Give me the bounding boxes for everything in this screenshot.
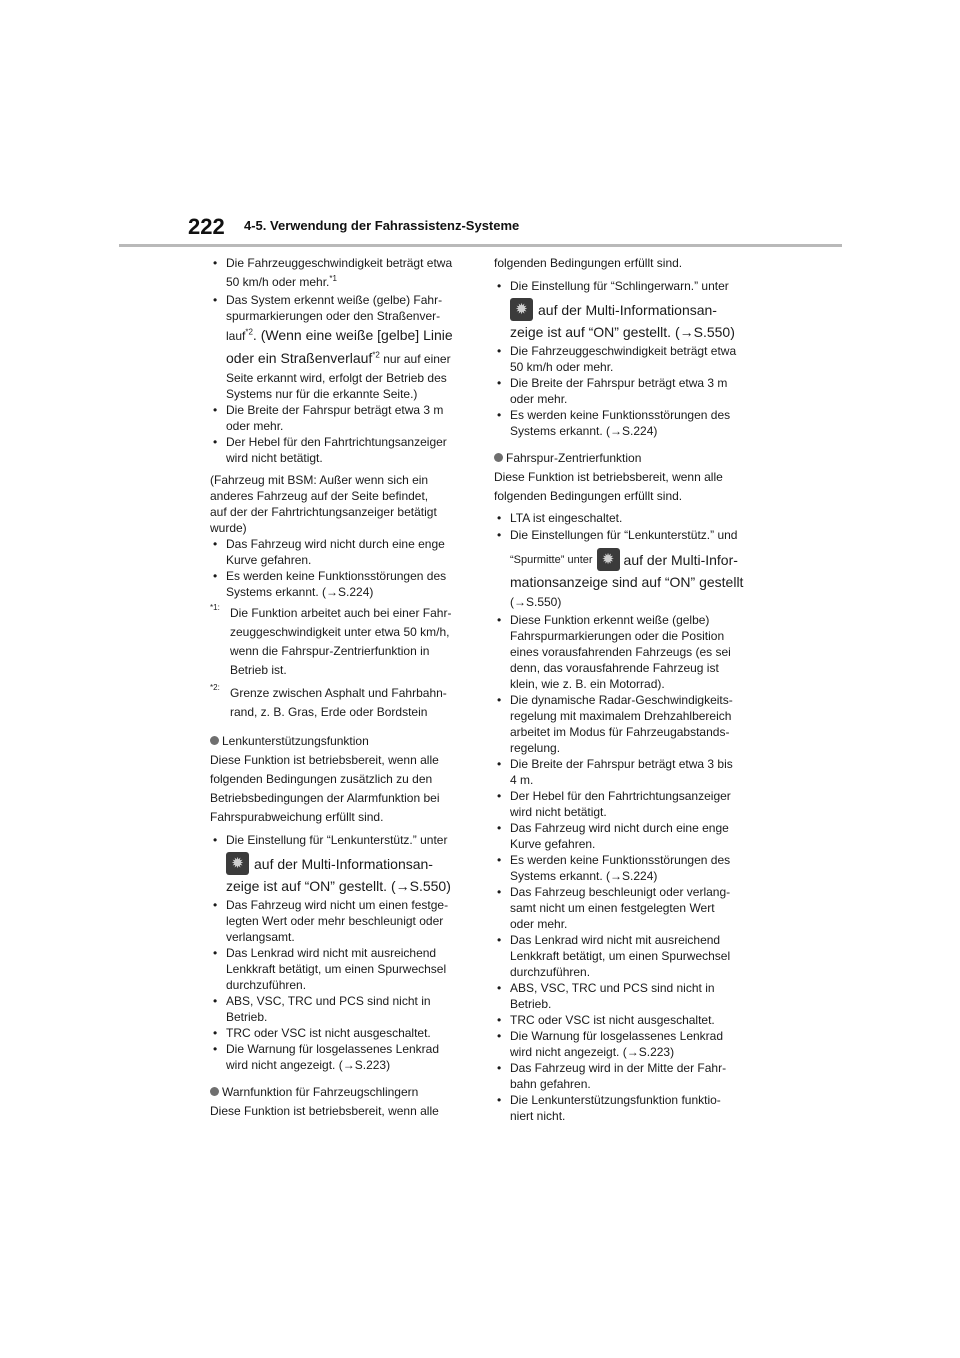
- text-line: • Die dynamische Radar-Geschwindigkeits-: [510, 693, 733, 707]
- text-line: regelung.: [510, 741, 561, 755]
- text-line: spurmarkierungen oder den Straßenver-: [226, 309, 441, 323]
- text-line: oder mehr.: [510, 917, 568, 931]
- section-title: Fahrspur-Zentrierfunktion: [506, 451, 642, 465]
- text-line: Systems nur für die erkannte Seite.): [226, 387, 418, 401]
- text-line: Kurve gefahren.: [510, 837, 596, 851]
- text-line: • Das Fahrzeug wird in der Mitte der Fahr-: [510, 1061, 727, 1075]
- list-item: [494, 343, 756, 375]
- text-line: rand, z. B. Gras, Erde oder Bordstein: [230, 705, 428, 719]
- text-line: • Das Lenkrad wird nicht mit ausreichend: [510, 933, 721, 947]
- circle-bullet-icon: [210, 1087, 219, 1096]
- text-line: • Es werden keine Funktionsstörungen des: [510, 408, 731, 422]
- text-line: niert nicht.: [510, 1109, 566, 1123]
- text-line: oder mehr.: [510, 392, 568, 406]
- text-line: • Die Breite der Fahrspur beträgt etwa 3 m: [510, 376, 728, 390]
- text-line: • Die Einstellung für “Lenkunterstütz.” unter: [226, 833, 448, 847]
- text-line: auf der Multi-Informationsan-: [254, 855, 433, 872]
- list-item: [210, 292, 478, 402]
- list-item: [210, 254, 478, 292]
- text-line: • Es werden keine Funktionsstörungen des: [226, 569, 447, 583]
- text-line: denn, das vorausfahrende Fahrzeug ist: [510, 661, 719, 675]
- text-line: Systems erkannt. (→S.224): [226, 585, 374, 599]
- footnote-ref: *2: [245, 327, 253, 337]
- page-header: [0, 0, 960, 250]
- text-line: durchzuführen.: [510, 965, 591, 979]
- paragraph: [210, 472, 478, 536]
- circle-bullet-icon: [210, 736, 219, 745]
- text-line: Diese Funktion ist betriebsbereit, wenn alle: [210, 753, 439, 767]
- text-line: auf der Multi-Infor-: [623, 551, 738, 568]
- text-line: zeige ist auf “ON” gestellt. (→S.550): [226, 878, 451, 894]
- text-line: Seite erkannt wird, erfolgt der Betrieb des: [226, 371, 447, 385]
- text-line: Betrieb.: [226, 1010, 268, 1024]
- text-line: • Die Lenkunterstützungsfunktion funktio-: [510, 1093, 721, 1107]
- list-item: [494, 1028, 756, 1060]
- header-divider: [119, 244, 842, 247]
- text-line: Diese Funktion ist betriebsbereit, wenn alle: [210, 1104, 439, 1118]
- list-item: [494, 788, 756, 820]
- text-line: • Das Fahrzeug wird nicht durch eine enge: [226, 537, 445, 551]
- text-line: • ABS, VSC, TRC und PCS sind nicht in: [226, 994, 431, 1008]
- text-line: • Das Fahrzeug beschleunigt oder verlang-: [510, 885, 731, 899]
- text-line: Kurve gefahren.: [226, 553, 312, 567]
- text-line: regelung mit maximalem Drehzahlbereich: [510, 709, 732, 723]
- list-item: [210, 536, 478, 568]
- text-line: lauf: [226, 329, 246, 343]
- text-line: Grenze zwischen Asphalt und Fahrbahn-: [230, 686, 447, 700]
- text-line: • Die Breite der Fahrspur beträgt etwa 3 bis: [510, 757, 733, 771]
- text-line: • Die Fahrzeuggeschwindigkeit beträgt etwa: [226, 256, 453, 270]
- footnote-mark: *2:: [210, 683, 220, 692]
- list-item: [494, 1060, 756, 1092]
- text-line: • TRC oder VSC ist nicht ausgeschaltet.: [510, 1013, 715, 1027]
- text-line: durchzuführen.: [226, 978, 307, 992]
- text-line: • Die Fahrzeuggeschwindigkeit beträgt etwa: [510, 344, 737, 358]
- list-item: [494, 510, 756, 526]
- text-line: • Die Warnung für losgelassenes Lenkrad: [510, 1029, 724, 1043]
- text-line: • Das Fahrzeug wird nicht um einen festge-: [226, 898, 449, 912]
- text-line: Systems erkannt. (→S.224): [510, 424, 658, 438]
- text-line: wird nicht betätigt.: [510, 805, 607, 819]
- text-line: wenn die Fahrspur-Zentrierfunktion in: [230, 644, 430, 658]
- text-line: • Die Einstellung für “Schlingerwarn.” unter: [510, 279, 729, 293]
- text-line: auf der der Fahrtrichtungsanzeiger betätigt: [210, 505, 437, 519]
- text-line: 50 km/h oder mehr.: [510, 360, 614, 374]
- list-item: [494, 692, 756, 756]
- text-line: Fahrspurabweichung erfüllt sind.: [210, 810, 384, 824]
- text-line: 50 km/h oder mehr.: [226, 275, 330, 289]
- footnote-ref: *1: [329, 274, 337, 283]
- list-item: [210, 402, 478, 434]
- text-line: folgenden Bedingungen zusätzlich zu den: [210, 772, 433, 786]
- text-line: Die Funktion arbeitet auch bei einer Fahr-: [230, 606, 452, 620]
- list-item: [210, 945, 478, 993]
- text-line: folgenden Bedingungen erfüllt sind.: [494, 256, 683, 270]
- text-line: oder ein Straßenverlauf: [226, 350, 373, 366]
- chapter-title: 4-5. Verwendung der Fahrassistenz-Systeme: [244, 218, 520, 233]
- text-line: Lenkkraft betätigt, um einen Spurwechsel: [510, 949, 731, 963]
- text-line: • Diese Funktion erkennt weiße (gelbe): [510, 613, 710, 627]
- footnote-mark: *1:: [210, 603, 220, 612]
- text-line: folgenden Bedingungen erfüllt sind.: [494, 489, 683, 503]
- text-line: wurde): [210, 521, 247, 535]
- section-sway-warning: [210, 1083, 478, 1121]
- list-item: [210, 993, 478, 1025]
- right-column: [494, 254, 756, 1124]
- list-item: [210, 831, 478, 897]
- text-line: Lenkkraft betätigt, um einen Spurwechsel: [226, 962, 447, 976]
- text-line: wird nicht angezeigt. (→S.223): [226, 1058, 391, 1072]
- list-item: [494, 407, 756, 439]
- gear-icon: ✹: [226, 852, 249, 875]
- text-line: Betrieb.: [510, 997, 552, 1011]
- text-line: • TRC oder VSC ist nicht ausgeschaltet.: [226, 1026, 431, 1040]
- section-lane-centering: [494, 449, 756, 506]
- list-item: [210, 1025, 478, 1041]
- text-line: bahn gefahren.: [510, 1077, 591, 1091]
- text-line: Systems erkannt. (→S.224): [510, 869, 658, 883]
- gear-icon: ✹: [597, 548, 620, 571]
- list-item: [494, 884, 756, 932]
- list-item: [494, 1092, 756, 1124]
- gear-icon: ✹: [510, 298, 533, 321]
- circle-bullet-icon: [494, 453, 503, 462]
- list-item: [210, 434, 478, 466]
- text-line: (Fahrzeug mit BSM: Außer wenn sich ein: [210, 473, 429, 487]
- list-item: [494, 526, 756, 612]
- text-line: mationsanzeige sind auf “ON” gestellt: [510, 574, 744, 590]
- section-title: Warnfunktion für Fahrzeugschlingern: [222, 1085, 419, 1099]
- text-line: . (Wenn eine weiße [gelbe] Linie: [252, 327, 453, 343]
- text-line: Betriebsbedingungen der Alarmfunktion bei: [210, 791, 440, 805]
- list-item: [494, 756, 756, 788]
- list-item: [494, 375, 756, 407]
- text-line: samt nicht um einen festgelegten Wert: [510, 901, 715, 915]
- text-line: • Der Hebel für den Fahrtrichtungsanzeiger: [226, 435, 447, 449]
- text-line: wird nicht angezeigt. (→S.223): [510, 1045, 675, 1059]
- text-line: • Der Hebel für den Fahrtrichtungsanzeiger: [510, 789, 731, 803]
- footnote: [210, 604, 478, 680]
- text-line: (→S.550): [510, 595, 562, 609]
- list-item: [494, 980, 756, 1012]
- text-line: • Es werden keine Funktionsstörungen des: [510, 853, 731, 867]
- page-number: 222: [188, 214, 225, 239]
- text-line: • Die Breite der Fahrspur beträgt etwa 3 m: [226, 403, 444, 417]
- footnote: [210, 684, 478, 722]
- text-line: Diese Funktion ist betriebsbereit, wenn alle: [494, 470, 723, 484]
- list-item: [494, 852, 756, 884]
- text-line: • Das Lenkrad wird nicht mit ausreichend: [226, 946, 437, 960]
- text-line: auf der Multi-Informationsan-: [538, 301, 717, 318]
- section-steering-assist: [210, 732, 478, 827]
- text-line: Betrieb ist.: [230, 663, 287, 677]
- text-line: oder mehr.: [226, 419, 284, 433]
- text-line: • Die Einstellungen für “Lenkunterstütz.” und: [510, 528, 738, 542]
- text-line: • Das System erkennt weiße (gelbe) Fahr-: [226, 293, 443, 307]
- text-line: Fahrspurmarkierungen oder die Position: [510, 629, 725, 643]
- text-line: zeuggeschwindigkeit unter etwa 50 km/h,: [230, 625, 450, 639]
- text-line: • ABS, VSC, TRC und PCS sind nicht in: [510, 981, 715, 995]
- list-item: [210, 897, 478, 945]
- footnote-ref: *2: [372, 350, 380, 360]
- text-line: • LTA ist eingeschaltet.: [510, 511, 623, 525]
- text-line: • Das Fahrzeug wird nicht durch eine enge: [510, 821, 729, 835]
- text-line: zeige ist auf “ON” gestellt. (→S.550): [510, 324, 735, 340]
- text-line: nur auf einer: [379, 352, 451, 366]
- text-line: • Die Warnung für losgelassenes Lenkrad: [226, 1042, 440, 1056]
- text-line: anderes Fahrzeug auf der Seite befindet,: [210, 489, 429, 503]
- section-title: Lenkunterstützungsfunktion: [222, 734, 369, 748]
- list-item: [210, 568, 478, 600]
- text-line: arbeitet im Modus für Fahrzeugabstands-: [510, 725, 730, 739]
- text-line: verlangsamt.: [226, 930, 295, 944]
- list-item: [494, 932, 756, 980]
- text-line: klein, wie z. B. ein Motorrad).: [510, 677, 665, 691]
- text-line: 4 m.: [510, 773, 534, 787]
- list-item: [494, 820, 756, 852]
- text-line: eines vorausfahrenden Fahrzeugs (es sei: [510, 645, 731, 659]
- left-column: [210, 254, 478, 1121]
- list-item: [494, 1012, 756, 1028]
- text-line: wird nicht betätigt.: [226, 451, 323, 465]
- text-line: “Spurmitte” unter: [510, 553, 593, 566]
- list-item: [494, 277, 756, 343]
- list-item: [494, 612, 756, 692]
- text-line: legten Wert oder mehr beschleunigt oder: [226, 914, 444, 928]
- list-item: [210, 1041, 478, 1073]
